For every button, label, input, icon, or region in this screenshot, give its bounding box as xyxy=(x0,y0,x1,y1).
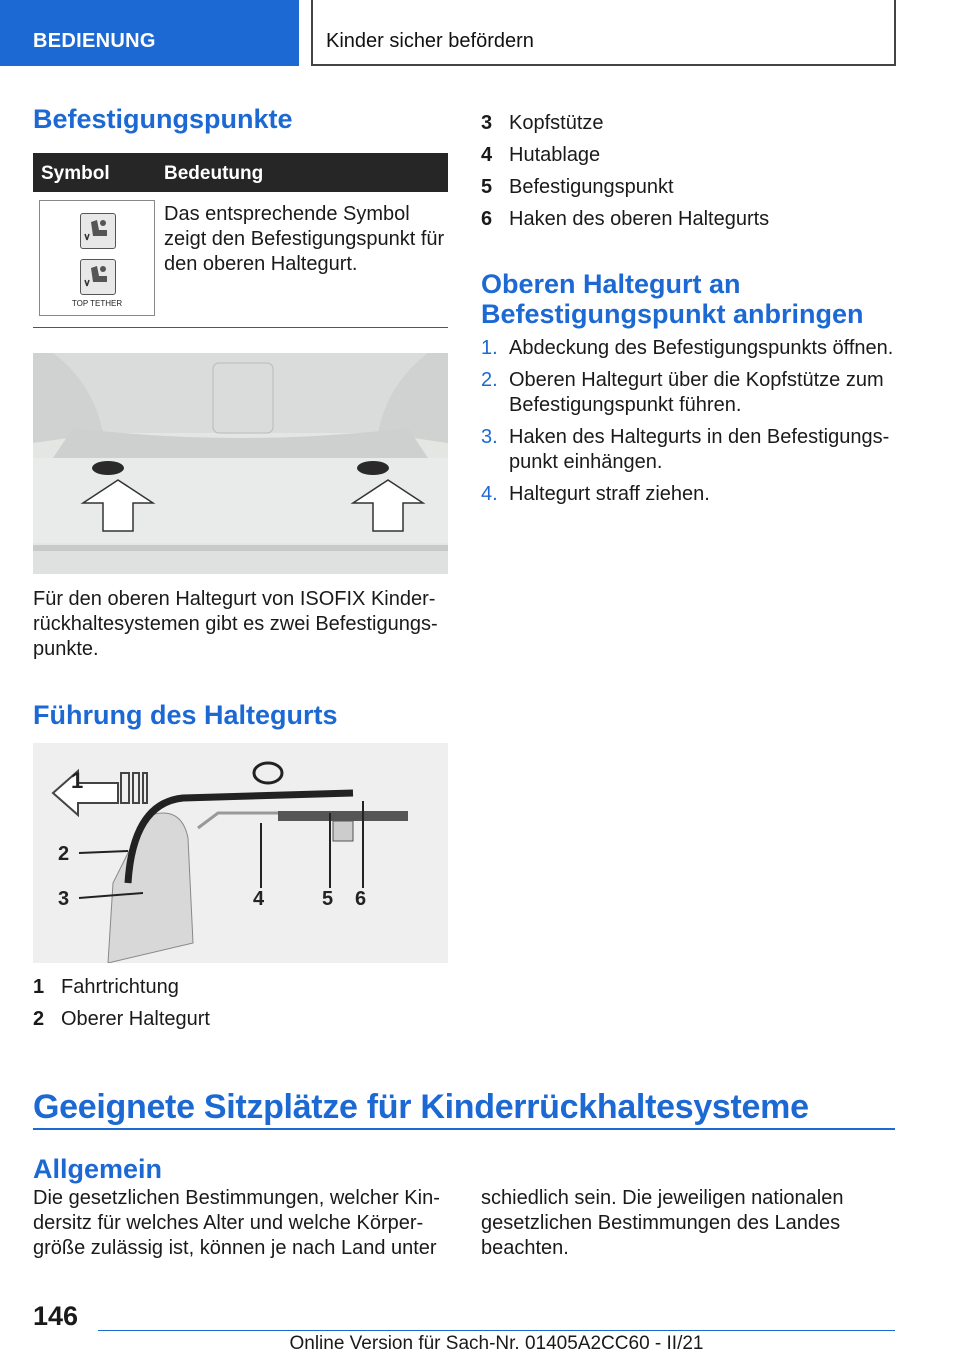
step-text: Abdeckung des Befestigungspunkts öffnen. xyxy=(509,337,894,359)
table-header xyxy=(33,153,448,192)
diagram-label-6: 6 xyxy=(355,888,367,910)
step-text: Haken des Haltegurts in den Befestigungspunkt einhängen. xyxy=(509,426,890,473)
heading-fuehrung: Führung des Haltegurts xyxy=(33,700,338,730)
page-number: 146 xyxy=(33,1301,79,1331)
step-text: Haltegurt straff ziehen. xyxy=(509,483,710,505)
list-item xyxy=(481,425,901,475)
top-tether-label: TOP TETHER xyxy=(71,299,123,308)
heading-allgemein: Allgemein xyxy=(33,1154,163,1184)
list-item xyxy=(481,112,896,144)
chapter-title: Kinder sicher befördern xyxy=(311,0,896,66)
step-number: 4. xyxy=(481,483,498,505)
legend-text: Befestigungspunkt xyxy=(509,176,674,198)
step-number: 1. xyxy=(481,337,498,359)
symbol-description: Das entsprechende Symbol zeigt den Befestigungspunkt für den oberen Haltegurt. xyxy=(164,203,445,275)
legend-text: Oberer Haltegurt xyxy=(61,1008,210,1030)
legend-text: Hutablage xyxy=(509,144,601,166)
footer-rule xyxy=(98,1330,895,1331)
list-item xyxy=(33,976,448,1008)
list-item xyxy=(33,1008,448,1040)
section-rule xyxy=(33,1128,895,1130)
diagram-legend-right xyxy=(481,112,896,240)
legend-number: 3 xyxy=(481,112,493,134)
footer-text: Online Version für Sach-Nr. 01405A2CC60 - II/21 xyxy=(289,1333,704,1354)
diagram-label-1: 1 xyxy=(71,768,84,793)
list-item xyxy=(481,176,896,208)
symbol-table xyxy=(33,153,448,328)
diagram-label-4: 4 xyxy=(253,888,265,910)
heading-anbringen: Oberen Haltegurt an Befestigungspunkt anbringen xyxy=(481,269,864,329)
legend-number: 1 xyxy=(33,976,45,998)
table-row xyxy=(33,192,448,328)
heading-befestigungspunkte: Befestigungspunkte xyxy=(33,104,293,134)
legend-text: Kopfstütze xyxy=(509,112,604,134)
heading-geeignete-sitzplaetze: Geeignete Sitzplätze für Kinderrückhaltesysteme xyxy=(33,1088,809,1126)
list-item xyxy=(481,368,901,418)
legend-text: Haken des oberen Haltegurts xyxy=(509,208,770,230)
step-number: 3. xyxy=(481,426,498,448)
legend-text: Fahrtrichtung xyxy=(61,976,179,998)
diagram-label-3: 3 xyxy=(58,888,70,910)
anchor-points-description: Für den oberen Haltegurt von ISOFIX Kinderrückhaltesystemen gibt es zwei Befestigungspunkte. xyxy=(33,588,438,660)
legend-number: 6 xyxy=(481,208,493,230)
legend-number: 2 xyxy=(33,1008,45,1030)
step-text: Oberen Haltegurt über die Kopfstütze zum Befestigungspunkt führen. xyxy=(509,369,884,416)
list-item xyxy=(481,336,901,361)
allgemein-text-right: schiedlich sein. Die jeweiligen nationalen gesetzlichen Bestimmungen des Landes beachten. xyxy=(481,1187,844,1259)
symbol-box xyxy=(39,200,155,316)
top-tether-icon xyxy=(80,259,116,295)
legend-number: 5 xyxy=(481,176,493,198)
legend-number: 4 xyxy=(481,144,493,166)
child-seat-anchor-icon xyxy=(80,213,116,249)
diagram-label-5: 5 xyxy=(322,888,334,910)
col-meaning: Bedeutung xyxy=(164,163,264,184)
col-symbol: Symbol xyxy=(41,163,110,184)
list-item xyxy=(481,144,896,176)
diagram-legend-left xyxy=(33,976,448,1040)
list-item xyxy=(481,482,901,507)
instruction-steps xyxy=(481,336,901,514)
section-tab: BEDIENUNG xyxy=(0,0,299,66)
allgemein-text-left: Die gesetzlichen Bestimmungen, welcher Kindersitz für welches Alter und welche Körpergröße zulässig ist, können je nach Land unter xyxy=(33,1187,440,1259)
step-number: 2. xyxy=(481,369,498,391)
diagram-label-2: 2 xyxy=(58,843,70,865)
anchor-points-photo xyxy=(33,353,448,574)
tether-routing-diagram xyxy=(33,743,448,963)
list-item xyxy=(481,208,896,240)
